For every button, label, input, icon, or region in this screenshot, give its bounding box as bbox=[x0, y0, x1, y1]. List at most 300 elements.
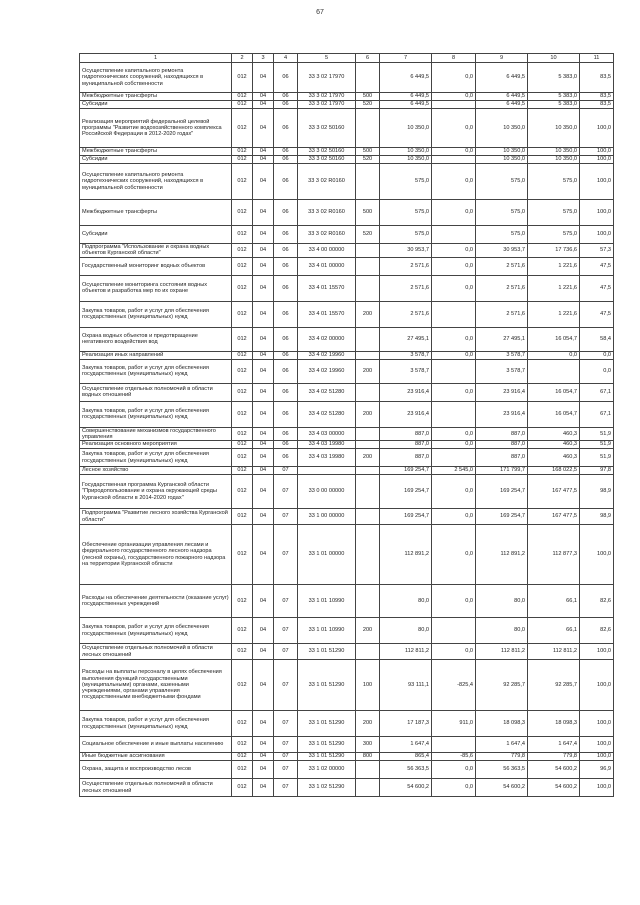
executed-cell: 167 477,5 bbox=[528, 509, 580, 525]
admin-code-cell: 012 bbox=[232, 257, 253, 275]
column-header: 10 bbox=[528, 54, 580, 63]
change-cell: 0,0 bbox=[432, 244, 476, 258]
executed-cell: 16 054,7 bbox=[528, 383, 580, 401]
percent-cell: 100,0 bbox=[580, 644, 614, 660]
target-article-cell: 33 4 02 19960 bbox=[298, 359, 356, 383]
row-name-cell: Лесное хозяйство bbox=[80, 467, 232, 475]
change-cell bbox=[432, 226, 476, 244]
target-article-cell: 33 4 02 00000 bbox=[298, 327, 356, 351]
table-row bbox=[80, 327, 614, 351]
admin-code-cell: 012 bbox=[232, 383, 253, 401]
target-article-cell: 33 1 01 51290 bbox=[298, 737, 356, 753]
table-row bbox=[80, 618, 614, 644]
executed-cell: 460,3 bbox=[528, 441, 580, 449]
expense-type-cell: 200 bbox=[356, 359, 380, 383]
expense-type-cell: 520 bbox=[356, 226, 380, 244]
row-name-cell: Охрана, защита и воспроизводство лесов bbox=[80, 761, 232, 779]
target-article-cell: 33 3 02 17970 bbox=[298, 63, 356, 93]
expense-type-cell: 300 bbox=[356, 737, 380, 753]
executed-cell: 17 736,6 bbox=[528, 244, 580, 258]
expense-type-cell bbox=[356, 585, 380, 618]
approved-cell: 80,0 bbox=[380, 618, 432, 644]
admin-code-cell: 012 bbox=[232, 226, 253, 244]
adjusted-cell: 10 350,0 bbox=[476, 109, 528, 148]
adjusted-cell: 887,0 bbox=[476, 441, 528, 449]
percent-cell: 0,0 bbox=[580, 359, 614, 383]
subsection-cell: 07 bbox=[274, 644, 298, 660]
change-cell: 0,0 bbox=[432, 509, 476, 525]
executed-cell: 1 221,6 bbox=[528, 275, 580, 301]
subsection-cell: 06 bbox=[274, 401, 298, 427]
expense-type-cell bbox=[356, 244, 380, 258]
admin-code-cell: 012 bbox=[232, 351, 253, 359]
percent-cell: 83,5 bbox=[580, 101, 614, 109]
target-article-cell: 33 3 02 17970 bbox=[298, 101, 356, 109]
adjusted-cell: 30 953,7 bbox=[476, 244, 528, 258]
row-name-cell: Закупка товаров, работ и услуг для обеспечения государственных (муниципальных) нужд bbox=[80, 711, 232, 737]
change-cell: 0,0 bbox=[432, 585, 476, 618]
section-cell: 04 bbox=[253, 156, 274, 164]
row-name-cell: Подпрограмма "Использование и охрана водных объектов Курганской области" bbox=[80, 244, 232, 258]
percent-cell: 57,3 bbox=[580, 244, 614, 258]
executed-cell: 16 054,7 bbox=[528, 401, 580, 427]
section-cell: 04 bbox=[253, 711, 274, 737]
executed-cell: 10 350,0 bbox=[528, 148, 580, 156]
approved-cell: 6 449,5 bbox=[380, 101, 432, 109]
expense-type-cell: 520 bbox=[356, 101, 380, 109]
change-cell bbox=[432, 301, 476, 327]
percent-cell: 51,9 bbox=[580, 449, 614, 467]
percent-cell: 100,0 bbox=[580, 711, 614, 737]
target-article-cell: 33 1 01 10990 bbox=[298, 585, 356, 618]
row-name-cell: Субсидии bbox=[80, 101, 232, 109]
percent-cell: 100,0 bbox=[580, 226, 614, 244]
expense-type-cell bbox=[356, 63, 380, 93]
section-cell: 04 bbox=[253, 226, 274, 244]
adjusted-cell: 112 891,2 bbox=[476, 525, 528, 585]
row-name-cell: Подпрограмма "Развитие лесного хозяйства Курганской области" bbox=[80, 509, 232, 525]
subsection-cell: 06 bbox=[274, 109, 298, 148]
section-cell: 04 bbox=[253, 737, 274, 753]
change-cell: 0,0 bbox=[432, 383, 476, 401]
table-row bbox=[80, 359, 614, 383]
executed-cell: 10 350,0 bbox=[528, 156, 580, 164]
adjusted-cell: 6 449,5 bbox=[476, 101, 528, 109]
admin-code-cell: 012 bbox=[232, 327, 253, 351]
expense-type-cell bbox=[356, 779, 380, 797]
change-cell: -825,4 bbox=[432, 660, 476, 711]
admin-code-cell: 012 bbox=[232, 101, 253, 109]
approved-cell: 10 350,0 bbox=[380, 156, 432, 164]
target-article-cell: 33 3 02 17970 bbox=[298, 93, 356, 101]
table-row bbox=[80, 101, 614, 109]
admin-code-cell: 012 bbox=[232, 63, 253, 93]
table-row bbox=[80, 301, 614, 327]
change-cell bbox=[432, 401, 476, 427]
expense-type-cell bbox=[356, 351, 380, 359]
subsection-cell: 06 bbox=[274, 148, 298, 156]
table-row bbox=[80, 93, 614, 101]
row-name-cell: Межбюджетные трансферты bbox=[80, 200, 232, 226]
table-row bbox=[80, 401, 614, 427]
executed-cell: 1 221,6 bbox=[528, 301, 580, 327]
section-cell: 04 bbox=[253, 753, 274, 761]
target-article-cell: 33 4 02 51280 bbox=[298, 383, 356, 401]
target-article-cell: 33 3 02 R0160 bbox=[298, 200, 356, 226]
adjusted-cell: 80,0 bbox=[476, 618, 528, 644]
expense-type-cell: 200 bbox=[356, 711, 380, 737]
table-row bbox=[80, 660, 614, 711]
admin-code-cell: 012 bbox=[232, 779, 253, 797]
target-article-cell: 33 1 02 51290 bbox=[298, 779, 356, 797]
row-name-cell: Обеспечение организации управления лесами и федерального государственного лесного надзора (лесной охраны), государственного пожарного надзора на территории Курганской области bbox=[80, 525, 232, 585]
table-row bbox=[80, 427, 614, 441]
percent-cell: 47,5 bbox=[580, 257, 614, 275]
change-cell: 0,0 bbox=[432, 93, 476, 101]
expense-type-cell bbox=[356, 109, 380, 148]
target-article-cell: 33 4 01 15570 bbox=[298, 301, 356, 327]
approved-cell: 10 350,0 bbox=[380, 109, 432, 148]
percent-cell: 58,4 bbox=[580, 327, 614, 351]
adjusted-cell: 2 571,6 bbox=[476, 275, 528, 301]
table-row bbox=[80, 200, 614, 226]
admin-code-cell: 012 bbox=[232, 618, 253, 644]
percent-cell: 100,0 bbox=[580, 109, 614, 148]
expense-type-cell bbox=[356, 275, 380, 301]
approved-cell: 27 495,1 bbox=[380, 327, 432, 351]
target-article-cell: 33 4 03 19980 bbox=[298, 441, 356, 449]
row-name-cell: Реализация мероприятий федеральной целевой программы "Развитие водохозяйственного комплекса Российской Федерации в 2012-2020 годах" bbox=[80, 109, 232, 148]
column-header: 8 bbox=[432, 54, 476, 63]
adjusted-cell: 575,0 bbox=[476, 200, 528, 226]
subsection-cell: 07 bbox=[274, 525, 298, 585]
executed-cell: 54 600,2 bbox=[528, 779, 580, 797]
table-row bbox=[80, 475, 614, 509]
change-cell: 0,0 bbox=[432, 148, 476, 156]
approved-cell: 3 578,7 bbox=[380, 351, 432, 359]
admin-code-cell: 012 bbox=[232, 93, 253, 101]
percent-cell: 67,1 bbox=[580, 383, 614, 401]
section-cell: 04 bbox=[253, 618, 274, 644]
approved-cell: 1 647,4 bbox=[380, 737, 432, 753]
section-cell: 04 bbox=[253, 257, 274, 275]
adjusted-cell: 23 916,4 bbox=[476, 401, 528, 427]
table-header-row bbox=[80, 54, 614, 63]
admin-code-cell: 012 bbox=[232, 156, 253, 164]
change-cell: 0,0 bbox=[432, 644, 476, 660]
percent-cell: 100,0 bbox=[580, 200, 614, 226]
adjusted-cell: 6 449,5 bbox=[476, 93, 528, 101]
subsection-cell: 07 bbox=[274, 467, 298, 475]
table-row bbox=[80, 449, 614, 467]
percent-cell: 82,6 bbox=[580, 618, 614, 644]
percent-cell: 83,5 bbox=[580, 63, 614, 93]
expense-type-cell: 100 bbox=[356, 660, 380, 711]
expense-type-cell: 200 bbox=[356, 401, 380, 427]
table-row bbox=[80, 779, 614, 797]
expense-type-cell: 500 bbox=[356, 200, 380, 226]
target-article-cell: 33 4 02 19960 bbox=[298, 351, 356, 359]
expense-type-cell bbox=[356, 475, 380, 509]
executed-cell: 5 383,0 bbox=[528, 101, 580, 109]
change-cell: 0,0 bbox=[432, 427, 476, 441]
executed-cell: 460,3 bbox=[528, 449, 580, 467]
section-cell: 04 bbox=[253, 467, 274, 475]
target-article-cell: 33 1 02 00000 bbox=[298, 761, 356, 779]
expense-type-cell bbox=[356, 164, 380, 200]
admin-code-cell: 012 bbox=[232, 753, 253, 761]
admin-code-cell: 012 bbox=[232, 525, 253, 585]
change-cell: 0,0 bbox=[432, 525, 476, 585]
executed-cell: 10 350,0 bbox=[528, 109, 580, 148]
section-cell: 04 bbox=[253, 383, 274, 401]
approved-cell: 6 449,5 bbox=[380, 63, 432, 93]
section-cell: 04 bbox=[253, 148, 274, 156]
adjusted-cell: 92 285,7 bbox=[476, 660, 528, 711]
row-name-cell: Реализация основного мероприятия bbox=[80, 441, 232, 449]
row-name-cell: Осуществление капитального ремонта гидротехнических сооружений, находящихся в муниципальной собственности bbox=[80, 63, 232, 93]
percent-cell: 67,1 bbox=[580, 401, 614, 427]
row-name-cell: Субсидии bbox=[80, 226, 232, 244]
section-cell: 04 bbox=[253, 509, 274, 525]
admin-code-cell: 012 bbox=[232, 164, 253, 200]
page-number: 67 bbox=[316, 9, 324, 16]
percent-cell: 100,0 bbox=[580, 164, 614, 200]
target-article-cell: 33 1 00 00000 bbox=[298, 509, 356, 525]
target-article-cell: 33 4 02 51280 bbox=[298, 401, 356, 427]
change-cell: 0,0 bbox=[432, 200, 476, 226]
table-row bbox=[80, 109, 614, 148]
percent-cell: 0,0 bbox=[580, 351, 614, 359]
subsection-cell: 07 bbox=[274, 779, 298, 797]
subsection-cell: 06 bbox=[274, 449, 298, 467]
approved-cell: 887,0 bbox=[380, 427, 432, 441]
table-row bbox=[80, 509, 614, 525]
subsection-cell: 07 bbox=[274, 753, 298, 761]
target-article-cell: 33 4 03 00000 bbox=[298, 427, 356, 441]
subsection-cell: 06 bbox=[274, 63, 298, 93]
change-cell: 911,0 bbox=[432, 711, 476, 737]
admin-code-cell: 012 bbox=[232, 475, 253, 509]
expense-type-cell bbox=[356, 644, 380, 660]
percent-cell: 47,5 bbox=[580, 275, 614, 301]
approved-cell: 575,0 bbox=[380, 164, 432, 200]
expense-type-cell bbox=[356, 761, 380, 779]
percent-cell: 98,9 bbox=[580, 509, 614, 525]
column-header: 4 bbox=[274, 54, 298, 63]
section-cell: 04 bbox=[253, 109, 274, 148]
admin-code-cell: 012 bbox=[232, 275, 253, 301]
row-name-cell: Осуществление отдельных полномочий в области лесных отношений bbox=[80, 779, 232, 797]
percent-cell: 82,6 bbox=[580, 585, 614, 618]
adjusted-cell: 3 578,7 bbox=[476, 359, 528, 383]
adjusted-cell: 54 600,2 bbox=[476, 779, 528, 797]
percent-cell: 100,0 bbox=[580, 779, 614, 797]
row-name-cell: Осуществление мониторинга состояния водных объектов и разработка мер по их охране bbox=[80, 275, 232, 301]
approved-cell: 17 187,3 bbox=[380, 711, 432, 737]
table-body bbox=[80, 63, 614, 797]
change-cell: 0,0 bbox=[432, 109, 476, 148]
change-cell: 0,0 bbox=[432, 257, 476, 275]
expense-type-cell: 500 bbox=[356, 148, 380, 156]
target-article-cell: 33 1 01 51290 bbox=[298, 660, 356, 711]
target-article-cell: 33 3 02 R0160 bbox=[298, 226, 356, 244]
row-name-cell: Закупка товаров, работ и услуг для обеспечения государственных (муниципальных) нужд bbox=[80, 401, 232, 427]
section-cell: 04 bbox=[253, 351, 274, 359]
approved-cell: 56 363,5 bbox=[380, 761, 432, 779]
executed-cell: 66,1 bbox=[528, 585, 580, 618]
adjusted-cell: 887,0 bbox=[476, 427, 528, 441]
executed-cell: 460,3 bbox=[528, 427, 580, 441]
percent-cell: 51,9 bbox=[580, 441, 614, 449]
executed-cell: 112 811,2 bbox=[528, 644, 580, 660]
admin-code-cell: 012 bbox=[232, 737, 253, 753]
change-cell: 0,0 bbox=[432, 164, 476, 200]
percent-cell: 83,5 bbox=[580, 93, 614, 101]
approved-cell: 30 953,7 bbox=[380, 244, 432, 258]
expense-type-cell: 520 bbox=[356, 156, 380, 164]
executed-cell: 1 647,4 bbox=[528, 737, 580, 753]
subsection-cell: 06 bbox=[274, 244, 298, 258]
approved-cell: 575,0 bbox=[380, 200, 432, 226]
admin-code-cell: 012 bbox=[232, 109, 253, 148]
section-cell: 04 bbox=[253, 275, 274, 301]
column-header: 3 bbox=[253, 54, 274, 63]
table-row bbox=[80, 525, 614, 585]
target-article-cell: 33 4 00 00000 bbox=[298, 244, 356, 258]
admin-code-cell: 012 bbox=[232, 200, 253, 226]
section-cell: 04 bbox=[253, 449, 274, 467]
table-row bbox=[80, 737, 614, 753]
approved-cell: 169 254,7 bbox=[380, 467, 432, 475]
table-row bbox=[80, 441, 614, 449]
section-cell: 04 bbox=[253, 63, 274, 93]
subsection-cell: 07 bbox=[274, 475, 298, 509]
table-row bbox=[80, 148, 614, 156]
approved-cell: 2 571,6 bbox=[380, 301, 432, 327]
section-cell: 04 bbox=[253, 475, 274, 509]
table-row bbox=[80, 164, 614, 200]
table-row bbox=[80, 644, 614, 660]
target-article-cell: 33 1 01 10990 bbox=[298, 618, 356, 644]
change-cell: 0,0 bbox=[432, 351, 476, 359]
approved-cell: 10 350,0 bbox=[380, 148, 432, 156]
expense-type-cell bbox=[356, 509, 380, 525]
adjusted-cell: 169 254,7 bbox=[476, 475, 528, 509]
adjusted-cell: 23 916,4 bbox=[476, 383, 528, 401]
table-row bbox=[80, 383, 614, 401]
section-cell: 04 bbox=[253, 164, 274, 200]
row-name-cell: Осуществление отдельных полномочий в области лесных отношений bbox=[80, 644, 232, 660]
target-article-cell: 33 1 01 51290 bbox=[298, 644, 356, 660]
target-article-cell: 33 3 02 50160 bbox=[298, 156, 356, 164]
section-cell: 04 bbox=[253, 301, 274, 327]
table-row bbox=[80, 585, 614, 618]
subsection-cell: 07 bbox=[274, 761, 298, 779]
approved-cell: 3 578,7 bbox=[380, 359, 432, 383]
table-row bbox=[80, 63, 614, 93]
change-cell bbox=[432, 618, 476, 644]
approved-cell: 6 449,5 bbox=[380, 93, 432, 101]
change-cell: 0,0 bbox=[432, 275, 476, 301]
row-name-cell: Государственный мониторинг водных объектов bbox=[80, 257, 232, 275]
target-article-cell: 33 4 01 00000 bbox=[298, 257, 356, 275]
target-article-cell: 33 4 01 15570 bbox=[298, 275, 356, 301]
approved-cell: 2 571,6 bbox=[380, 257, 432, 275]
target-article-cell: 33 1 01 51290 bbox=[298, 753, 356, 761]
approved-cell: 80,0 bbox=[380, 585, 432, 618]
executed-cell: 5 383,0 bbox=[528, 93, 580, 101]
adjusted-cell: 56 363,5 bbox=[476, 761, 528, 779]
admin-code-cell: 012 bbox=[232, 644, 253, 660]
expense-type-cell: 200 bbox=[356, 301, 380, 327]
subsection-cell: 06 bbox=[274, 226, 298, 244]
expense-type-cell bbox=[356, 383, 380, 401]
executed-cell: 1 221,6 bbox=[528, 257, 580, 275]
approved-cell: 169 254,7 bbox=[380, 475, 432, 509]
target-article-cell: 33 1 01 00000 bbox=[298, 525, 356, 585]
subsection-cell: 06 bbox=[274, 275, 298, 301]
percent-cell: 100,0 bbox=[580, 753, 614, 761]
table-row bbox=[80, 761, 614, 779]
executed-cell: 575,0 bbox=[528, 200, 580, 226]
approved-cell: 112 891,2 bbox=[380, 525, 432, 585]
percent-cell: 97,8 bbox=[580, 467, 614, 475]
column-header: 2 bbox=[232, 54, 253, 63]
percent-cell: 51,9 bbox=[580, 427, 614, 441]
adjusted-cell: 2 571,6 bbox=[476, 257, 528, 275]
approved-cell: 54 600,2 bbox=[380, 779, 432, 797]
expense-type-cell bbox=[356, 467, 380, 475]
column-header: 5 bbox=[298, 54, 356, 63]
change-cell bbox=[432, 101, 476, 109]
adjusted-cell: 779,8 bbox=[476, 753, 528, 761]
row-name-cell: Реализация иных направлений bbox=[80, 351, 232, 359]
change-cell: -85,6 bbox=[432, 753, 476, 761]
admin-code-cell: 012 bbox=[232, 441, 253, 449]
column-header: 6 bbox=[356, 54, 380, 63]
subsection-cell: 06 bbox=[274, 101, 298, 109]
admin-code-cell: 012 bbox=[232, 244, 253, 258]
executed-cell: 575,0 bbox=[528, 226, 580, 244]
executed-cell: 54 600,2 bbox=[528, 761, 580, 779]
approved-cell: 887,0 bbox=[380, 449, 432, 467]
row-name-cell: Закупка товаров, работ и услуг для обеспечения государственных (муниципальных) нужд bbox=[80, 301, 232, 327]
percent-cell: 100,0 bbox=[580, 148, 614, 156]
percent-cell: 47,5 bbox=[580, 301, 614, 327]
section-cell: 04 bbox=[253, 401, 274, 427]
target-article-cell: 33 0 00 00000 bbox=[298, 475, 356, 509]
percent-cell: 96,9 bbox=[580, 761, 614, 779]
section-cell: 04 bbox=[253, 660, 274, 711]
table-row bbox=[80, 351, 614, 359]
subsection-cell: 06 bbox=[274, 257, 298, 275]
target-article-cell: 33 3 02 R0160 bbox=[298, 164, 356, 200]
subsection-cell: 06 bbox=[274, 164, 298, 200]
adjusted-cell: 10 350,0 bbox=[476, 156, 528, 164]
table-row bbox=[80, 156, 614, 164]
change-cell bbox=[432, 156, 476, 164]
table-row bbox=[80, 753, 614, 761]
change-cell: 2 545,0 bbox=[432, 467, 476, 475]
row-name-cell: Межбюджетные трансферты bbox=[80, 148, 232, 156]
subsection-cell: 06 bbox=[274, 327, 298, 351]
adjusted-cell: 6 449,5 bbox=[476, 63, 528, 93]
admin-code-cell: 012 bbox=[232, 509, 253, 525]
expense-type-cell bbox=[356, 427, 380, 441]
subsection-cell: 06 bbox=[274, 441, 298, 449]
percent-cell: 100,0 bbox=[580, 737, 614, 753]
